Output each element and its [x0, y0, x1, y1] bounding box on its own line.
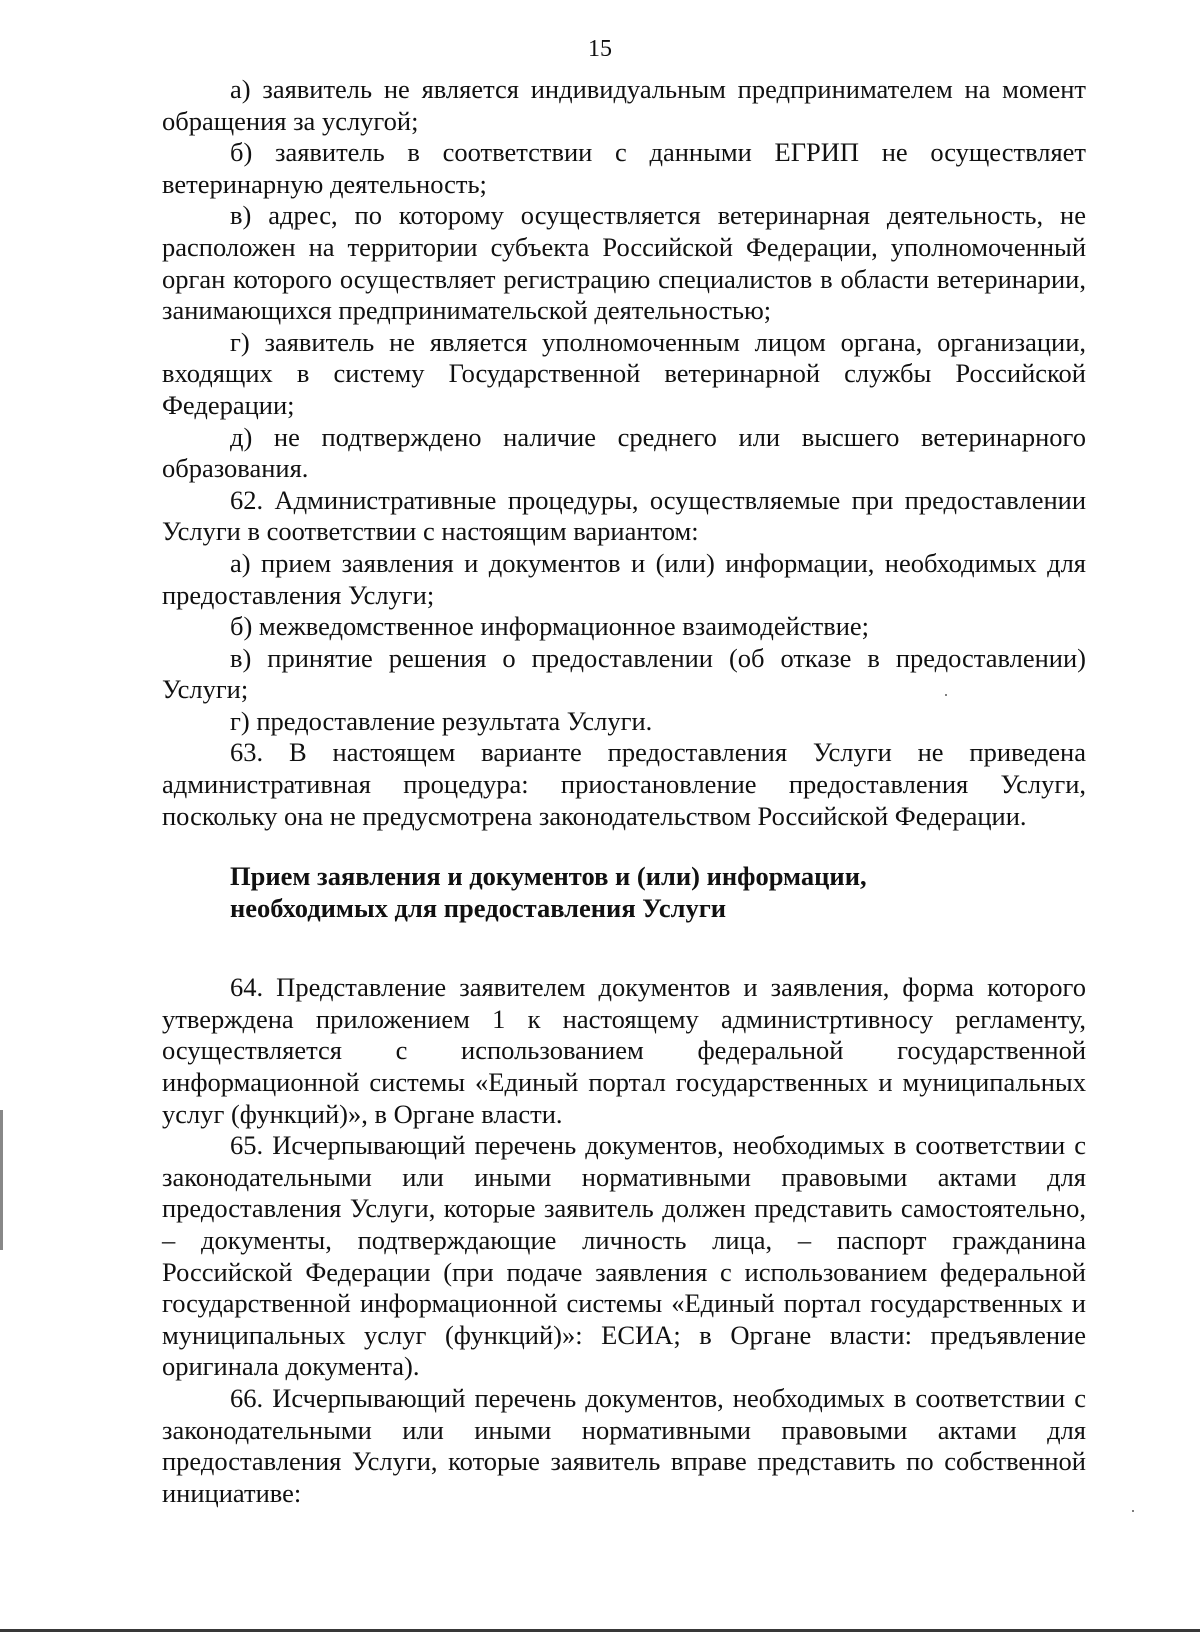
paragraph-66: 66. Исчерпывающий перечень документов, необходимых в соответствии с законодательными или иными нормативными правовыми актами для предоставления Услуги, которые заявитель вправе представить по собственной инициативе:: [162, 1382, 1086, 1508]
scan-bottom-line: [0, 1629, 1200, 1632]
page-number: 15: [588, 36, 612, 62]
paragraph-63: 63. В настоящем варианте предоставления Услуги не приведена административная процедура: приостановление предоставления Услуги, поскольку она не предусмотрена законодательством Российской Федерации.: [162, 737, 1086, 831]
section-heading: [162, 860, 1086, 924]
paragraph-61d: г) заявитель не является уполномоченным лицом органа, организации, входящих в систему Государственной ветеринарной службы Российской Федерации;: [162, 326, 1086, 420]
paragraph-62c: в) принятие решения о предоставлении (об отказе в предоставлении) Услуги;: [162, 642, 1086, 705]
paragraph-61a: а) заявитель не является индивидуальным предпринимателем на момент обращения за услугой;: [162, 74, 1086, 136]
paragraph-65: 65. Исчерпывающий перечень документов, необходимых в соответствии с законодательными или иными нормативными правовыми актами для предоставления Услуги, которые заявитель должен представить самостоятельно, – документы, подтверждающие личность лица, – паспорт гражданина Российской Федерации (при подаче заявления с использованием федеральной государственной информационной системы «Единый портал государственных и муниципальных услуг (функций)»: ЕСИА; в Органе власти: предъявление оригинала документа).: [162, 1130, 1086, 1382]
paragraph-62a: а) прием заявления и документов и (или) информации, необходимых для предоставления Услуги;: [162, 547, 1086, 610]
scan-speck: [945, 694, 947, 696]
paragraph-61c: в) адрес, по которому осуществляется ветеринарная деятельность, не расположен на территории субъекта Российской Федерации, уполномоченный орган которого осуществляет регистрацию специалистов в области ветеринарии, занимающихся предпринимательской деятельностью;: [162, 200, 1086, 326]
paragraph-61e: д) не подтверждено наличие среднего или высшего ветеринарного образования.: [162, 421, 1086, 484]
document-body: [162, 74, 1086, 1509]
paragraph-64: 64. Представление заявителем документов и заявления, форма которого утверждена приложением 1 к настоящему администртивносу регламенту, осуществляется с использованием федеральной государственной информационной системы «Единый портал государственных и муниципальных услуг (функций)», в Органе власти.: [162, 972, 1086, 1129]
paragraph-61b: б) заявитель в соответствии с данными ЕГРИП не осуществляет ветеринарную деятельность;: [162, 137, 1086, 199]
paragraph-62b: б) межведомственное информационное взаимодействие;: [230, 611, 870, 642]
scan-speck: [1132, 1510, 1134, 1512]
paragraph-62: 62. Административные процедуры, осуществляемые при предоставлении Услуги в соответствии с настоящим вариантом:: [162, 484, 1086, 547]
paragraph-62d: г) предоставление результата Услуги.: [230, 705, 653, 736]
section-heading-line-1: Прием заявления и документов и (или) информации,: [230, 861, 867, 892]
scan-edge-mark: [0, 1110, 3, 1250]
section-heading-line-2: необходимых для предоставления Услуги: [230, 893, 727, 924]
